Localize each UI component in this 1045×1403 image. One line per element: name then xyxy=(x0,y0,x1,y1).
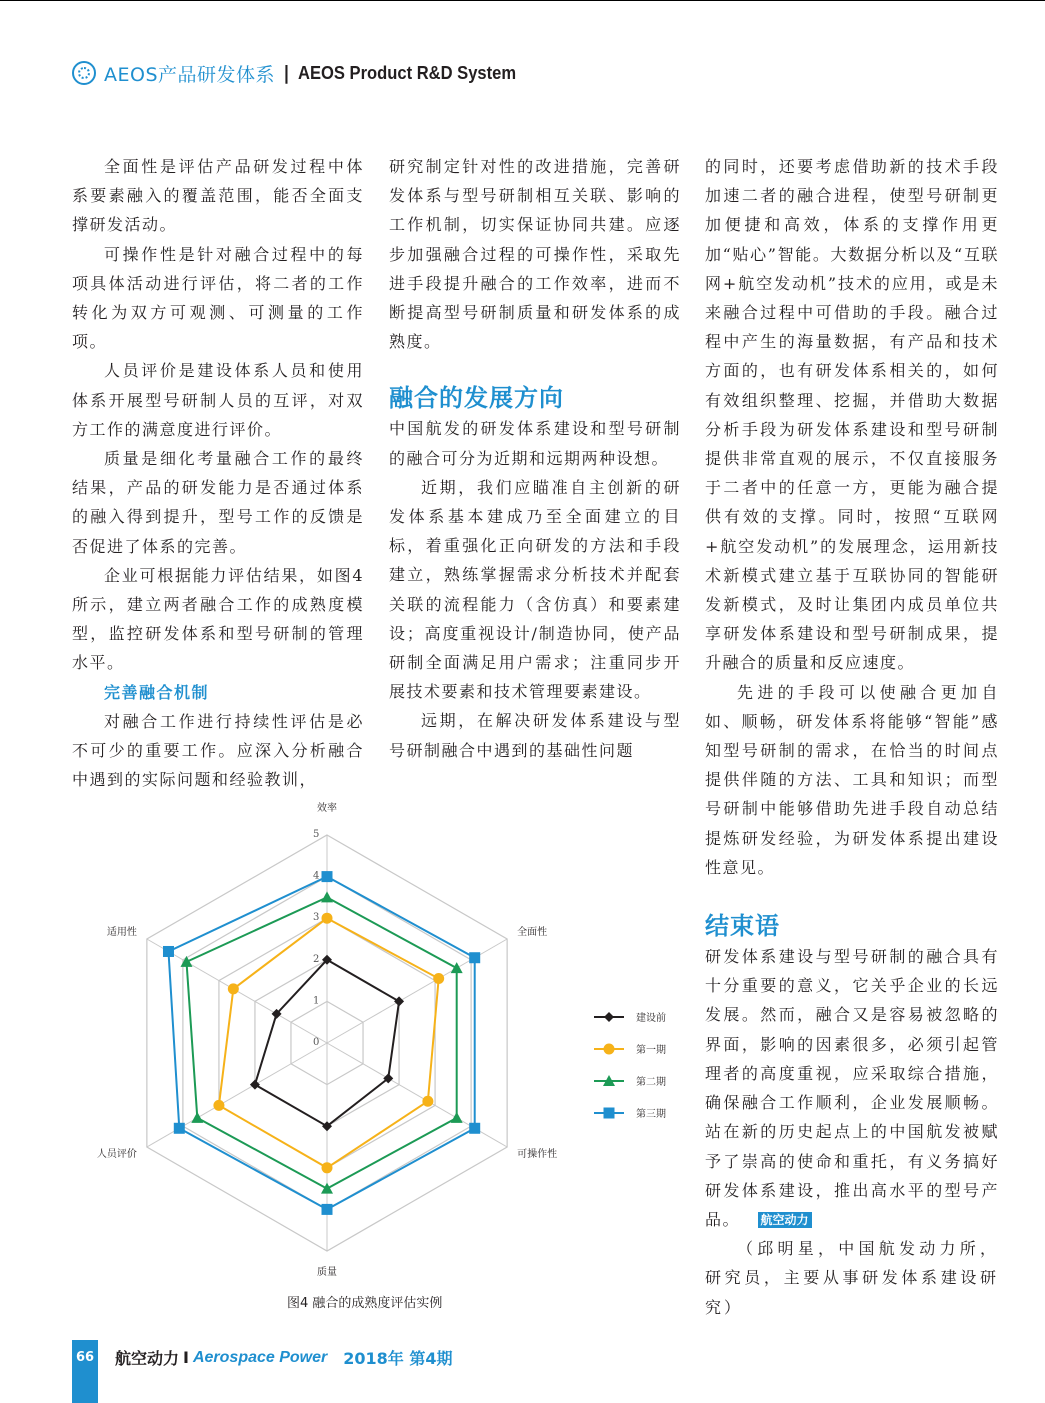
radar-tick-label: 2 xyxy=(313,953,320,965)
radar-tick-label: 0 xyxy=(313,1037,320,1048)
radar-chart xyxy=(72,800,672,1280)
header-en-title: AEOS Product R&D System xyxy=(297,62,517,83)
header-separator: | xyxy=(283,62,290,84)
paragraph: 近期，我们应瞄准自主创新的研发体系基本建成乃至全面建立的目标，着重强化正向研发的方法和手段建立，熟练掌握需求分析技术并配套关联的流程能力（含仿真）和要素建设；高度重视设计/制造协同，使产品研制全面满足用户需求；注重同步开展技术要素和技术管理要素建设。 xyxy=(389,477,681,702)
radar-axis-label: 效率 xyxy=(317,803,337,814)
section-heading: 结束语 xyxy=(705,912,780,941)
paragraph: 先进的手段可以使融合更加自如、顺畅，研发体系将能够“智能”感知型号研制的需求，在恰当的时间点提供伴随的方法、工具和知识；而型号研制中能够借助先进手段自动总结提炼研发经验，为研发体系提出建设性意见。 xyxy=(705,682,999,877)
radar-tick-label: 4 xyxy=(313,870,320,882)
legend-label: 第三期 xyxy=(636,1109,666,1120)
column-2 xyxy=(389,152,681,765)
paragraph: 的同时，还要考虑借助新的技术手段加速二者的融合进程，使型号研制更加便捷和高效，体系的支撑作用更加“贴心”智能。大数据分析以及“互联网+航空发动机”技术的应用，或是未来融合过程中可借助的手段。融合过程中产生的海量数据，有产品和技术方面的，也有研发体系相关的，如何有效组织整理、挖掘，并借助大数据分析手段为研发体系建设和型号研制提供非常直观的展示，不仅直接服务于二者中的任意一方，更能为融合提供有效的支撑。同时，按照“互联网+航空发动机”的发展理念，运用新技术新模式建立基于互联协同的智能研发新模式，及时让集团内成员单位共享研发体系建设和型号研制成果，提升融合的质量和反应速度。 xyxy=(705,157,999,673)
data-point-marker xyxy=(604,1012,614,1022)
running-footer xyxy=(115,1346,453,1369)
data-point-marker xyxy=(451,1112,463,1123)
paragraph: 人员评价是建设体系人员和使用体系开展型号研制人员的互评，对双方工作的满意度进行评价。 xyxy=(72,361,364,439)
data-point-marker xyxy=(250,1080,260,1090)
data-point-marker xyxy=(163,946,174,957)
data-point-marker xyxy=(469,952,480,963)
data-point-marker xyxy=(191,1112,203,1123)
data-point-marker xyxy=(451,962,463,973)
chart-legend xyxy=(594,1011,666,1120)
data-point-marker xyxy=(322,1162,333,1173)
data-point-marker xyxy=(322,1204,333,1215)
radar-series xyxy=(163,871,480,1215)
paragraph: 远期，在解决研发体系建设与型号研制融合中遇到的基础性问题 xyxy=(389,711,681,760)
data-point-marker xyxy=(394,996,404,1006)
top-rule xyxy=(0,0,1045,1)
conclusion-text: 研发体系建设与型号研制的融合具有十分重要的意义，它关乎企业的长远发展。然而，融合又是容易被忽略的界面，影响的因素很多，必须引起管理者的高度重视，应采取综合措施，确保融合工作顺利，企业发展顺畅。站在新的历史起点上的中国航发被赋予了崇高的使命和重托，有义务搞好研发体系建设，推出高水平的型号产品。 xyxy=(705,947,999,1229)
series-line xyxy=(219,918,439,1168)
radar-axis-label: 质量 xyxy=(317,1267,337,1278)
footer-issue: 2018年 第4期 xyxy=(343,1349,453,1368)
paragraph: 企业可根据能力评估结果，如图4所示，建立两者融合工作的成熟度模型，监控研发体系和型号研制的管理水平。 xyxy=(72,565,364,673)
data-point-marker xyxy=(321,1183,333,1194)
paragraph: 中国航发的研发体系建设和型号研制的融合可分为近期和远期两种设想。 xyxy=(389,419,681,468)
footer-separator: I xyxy=(183,1348,189,1367)
data-point-marker xyxy=(469,1123,480,1134)
paragraph xyxy=(705,942,999,1234)
radar-tick-label: 1 xyxy=(313,995,320,1007)
header-cn-title: AEOS产品研发体系 xyxy=(104,63,276,86)
legend-item xyxy=(594,1043,666,1056)
data-point-marker xyxy=(422,1096,433,1107)
paragraph: 对融合工作进行持续性评估是必不可少的重要工作。应深入分析融合中遇到的实际问题和经验教训， xyxy=(72,711,364,790)
paragraph: 研究制定针对性的改进措施，完善研发体系与型号研制相互关联、影响的工作机制，切实保证协同共建。应逐步加强融合过程的可操作性，采取先进手段提升融合的工作效率，进而不断提高型号研制质量和研发体系的成熟度。 xyxy=(389,157,681,352)
footer-journal-en: Aerospace Power xyxy=(192,1348,328,1366)
column-3 xyxy=(705,152,999,1322)
radar-axis-label: 全面性 xyxy=(517,927,548,938)
radar-tick-label: 5 xyxy=(313,829,320,840)
data-point-marker xyxy=(174,1123,185,1134)
end-mark-badge: 航空动力 xyxy=(758,1212,812,1228)
series-circle xyxy=(213,913,444,1174)
legend-item xyxy=(594,1011,666,1024)
data-point-marker xyxy=(433,973,444,984)
column-1 xyxy=(72,152,364,794)
legend-label: 第一期 xyxy=(636,1045,666,1056)
legend-label: 建设前 xyxy=(636,1013,666,1024)
legend-label: 第二期 xyxy=(636,1077,666,1088)
data-point-marker xyxy=(322,871,333,882)
figure-caption: 图4 融合的成熟度评估实例 xyxy=(287,1296,443,1311)
data-point-marker xyxy=(228,983,239,994)
radar-axis-label: 适用性 xyxy=(106,927,137,938)
data-point-marker xyxy=(604,1044,615,1055)
radar-axis-label: 人员评价 xyxy=(96,1149,137,1160)
page-number: 66 xyxy=(75,1350,95,1365)
data-point-marker xyxy=(604,1108,615,1119)
data-point-marker xyxy=(322,913,333,924)
footer-journal-cn: 航空动力 xyxy=(115,1349,180,1368)
data-point-marker xyxy=(213,1100,224,1111)
aeos-logo-icon xyxy=(72,61,96,85)
radar-tick-label: 3 xyxy=(313,912,320,924)
author-note: （邱明星，中国航发动力所，研究员，主要从事研发体系建设研究） xyxy=(705,1239,999,1317)
subheading: 完善融合机制 xyxy=(104,682,210,702)
paragraph: 可操作性是针对融合过程中的每项具体活动进行评估，将二者的工作转化为双方可观测、可测量的工作项。 xyxy=(72,244,364,352)
section-heading: 融合的发展方向 xyxy=(389,384,564,413)
series-line xyxy=(168,877,474,1210)
data-point-marker xyxy=(321,891,333,902)
radar-axis-label: 可操作性 xyxy=(517,1149,558,1160)
running-header xyxy=(72,58,535,88)
paragraph: 质量是细化考量融合工作的最终结果，产品的研发能力是否通过体系的融入得到提升，型号工作的反馈是否促进了体系的完善。 xyxy=(72,449,364,556)
radar-tick-labels xyxy=(313,829,319,1048)
legend-item xyxy=(594,1107,666,1120)
paragraph: 全面性是评估产品研发过程中体系要素融入的覆盖范围，能否全面支撑研发活动。 xyxy=(72,157,364,235)
legend-item xyxy=(594,1075,666,1088)
